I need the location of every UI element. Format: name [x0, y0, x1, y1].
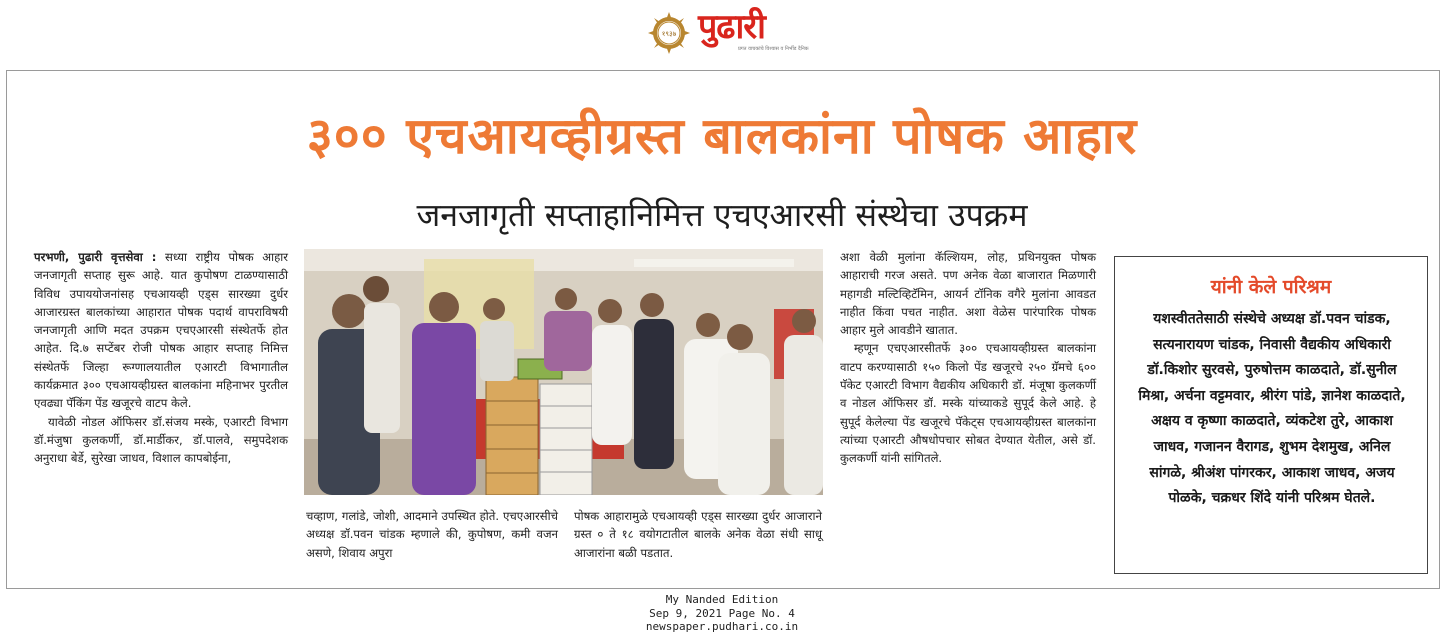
credits-box-body: यशस्वीततेसाठी संस्थेचे अध्यक्ष डॉ.पवन चांडक, सत्यनारायण चांडक, निवासी वैद्यकीय अधिकारी डॉ.किशोर सुरवसे, पुरुषोत्तम काळदाते, डॉ.सुनील मिश्रा, अर्चना वट्टमवार, श्रीरंग पांडे, ज्ञानेश काळदाते, अक्षय व कृष्णा काळदाते, व्यंकटेश तुरे, आकाश जाधव, गजानन वैरागड, शुभम देशमुख, अनिल सांगळे, श्रीअंश पांगरकर, आकाश जाधव, अजय पोळके, चक्रधर शिंदे यांनी परिश्रम घेतले. — [1138, 311, 1406, 507]
brand-name: पुढारी — [698, 7, 765, 47]
edition-site: newspaper.pudhari.co.in — [645, 620, 799, 633]
edition-footer — [0, 593, 1444, 634]
article-column-3 — [574, 507, 822, 562]
column-4-paragraph-1: अशा वेळी मुलांना कॅल्शियम, लोह, प्रथिनयुक्त पोषक आहाराची गरज असते. पण अनेक वेळा बाजारात मिळणारी महागडी मल्टिव्हिटॅमिन, आयर्न टॉनिक वगैरे मुलांना आवडत नाहीत किंवा पचत नाहीत. अशा वेळेस पारंपारिक पोषक आहार मुले आवडीने खातात. — [840, 250, 1096, 338]
column-1-paragraph-1: सध्या राष्ट्रीय पोषक आहार जनजागृती सप्ताह सुरू आहे. यात कुपोषण टाळण्यासाठी विविध उपाययोजनांसह एचआयव्ही एड्स सारख्या दुर्धर आजारग्रस्त बालकांच्या आहारात पोषक पदार्थ वापराविषयी जनजागृती आणि मदत उपक्रम एचएआरसी संस्थेतर्फे होत आहेत. दि.७ सप्टेंबर रोजी पोषक आहार सप्ताह निमित्त संस्थेतर्फे जिल्हा रूग्णालयातील एआरटी विभागातील कार्यक्रमात ३०० एचआयव्हीग्रस्त बालकांना महिनाभर पुरतील एवढ्या पॅकिंग पेंड खजूरचे वाटप केले. — [34, 250, 289, 411]
credits-box — [1114, 256, 1428, 574]
headline: ३०० एचआयव्हीग्रस्त बालकांना पोषक आहार — [306, 107, 1138, 165]
edition-date-page: Sep 9, 2021 Page No. 4 — [649, 606, 795, 620]
column-2-text: चव्हाण, गलांडे, जोशी, आदमाने उपस्थित होते. एचएआरसीचे अध्यक्ष डॉ.पवन चांडक म्हणाले की, कुपोषण, कमी वजन असणे, शिवाय अपुरा — [306, 509, 558, 560]
column-1-paragraph-2: यावेळी नोडल ऑफिसर डॉ.संजय मस्के, एआरटी विभाग डॉ.मंजुषा कुलकर्णी, डॉ.मार्डीकर, डॉ.पालवे, समुपदेशक अनुराधा बेर्डे, सुरेखा जाधव, विशाल कापबोईना, — [34, 414, 288, 466]
dateline: परभणी, पुढारी वृत्तसेवा : — [34, 250, 157, 264]
column-3-text: पोषक आहारामुळे एचआयव्ही एड्स सारख्या दुर्धर आजाराने ग्रस्त ० ते १८ वयोगटातील बालके अनेक वेळा संधी साधू आजारांना बळी पडतात. — [574, 509, 822, 560]
article-column-1 — [34, 248, 288, 468]
svg-text:१९३७: १९३७ — [661, 30, 677, 38]
brand-tagline: प्रगत वाचकांचे विश्वास व निर्भीड दैनिक — [738, 46, 809, 52]
masthead — [0, 0, 1444, 66]
credits-box-title: यांनी केले परिश्रम — [1210, 276, 1332, 298]
brand — [698, 8, 809, 54]
column-4-paragraph-2: म्हणून एचएआरसीतर्फे ३०० एचआयव्हीग्रस्त बालकांना वाटप करण्यासाठी १५० किलो पेंड खजूरचे २५० ग्रॅमचे ६०० पॅकेट एआरटी विभाग वैद्यकीय अधिकारी डॉ. मंजूषा कुलकर्णी व नोडल ऑफिसर डॉ. मस्के यांच्याकडे सुपूर्द केले आहे. हे सुपूर्द केलेल्या पेंड खजूरचे पॅकेट्स एचआयव्हीग्रस्त बालकांना त्यांच्या एआरटी औषधोपचार सोबत देण्यात येतील, असे डॉ. कुलकर्णी यांनी सांगितले. — [840, 341, 1096, 466]
photo-illustration — [304, 249, 823, 495]
article-column-2 — [306, 507, 558, 562]
edition-name: My Nanded Edition — [665, 593, 779, 606]
sun-seal-logo — [648, 12, 690, 54]
news-photo — [304, 249, 823, 495]
subheadline: जनजागृती सप्ताहानिमित्त एचएआरसी संस्थेचा उपक्रम — [416, 196, 1028, 234]
article-column-4 — [840, 248, 1096, 468]
